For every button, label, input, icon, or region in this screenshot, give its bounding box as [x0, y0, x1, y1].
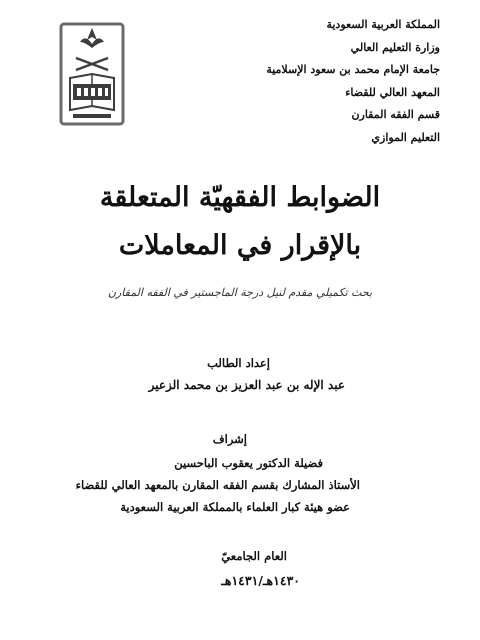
- thesis-title-line-1: الضوابط الفقهيّة المتعلقة: [99, 182, 381, 213]
- institution-line-country: المملكة العربية السعودية: [326, 18, 440, 31]
- supervisor-membership: عضو هيئة كبار العلماء بالمملكة العربية السعودية: [120, 500, 350, 514]
- student-name: عبد الإله بن عبد العزيز بن محمد الزعير: [148, 378, 345, 392]
- institution-line-ministry: وزارة التعليم العالي: [350, 40, 440, 54]
- supervisor-name: فضيلة الدكتور يعقوب الباحسين: [174, 456, 323, 470]
- institution-header: [210, 14, 440, 149]
- institution-line-institute: المعهد العالي للقضاء: [345, 85, 440, 99]
- academic-year-value: ١٤٣٠هـ/١٤٣١هـ: [221, 573, 300, 588]
- student-label: إعداد الطالب: [207, 356, 270, 370]
- academic-year-label: العام الجامعيّ: [221, 549, 287, 563]
- thesis-subtitle: بحث تكميلي مقدم لنيل درجة الماجستير في الفقه المقارن: [107, 286, 373, 299]
- thesis-title-line-2: بالإقرار في المعاملات: [118, 230, 362, 261]
- institution-line-department: قسم الفقه المقارن: [351, 108, 440, 121]
- supervisor-position: الأستاذ المشارك بقسم الفقه المقارن بالمعهد العالي للقضاء: [75, 478, 360, 492]
- university-logo-icon: [58, 18, 126, 130]
- institution-line-program: التعليم الموازي: [371, 130, 440, 144]
- institution-line-university: جامعة الإمام محمد بن سعود الإسلامية: [266, 63, 440, 76]
- supervision-label: إشراف: [212, 432, 247, 446]
- thesis-title: [30, 176, 450, 268]
